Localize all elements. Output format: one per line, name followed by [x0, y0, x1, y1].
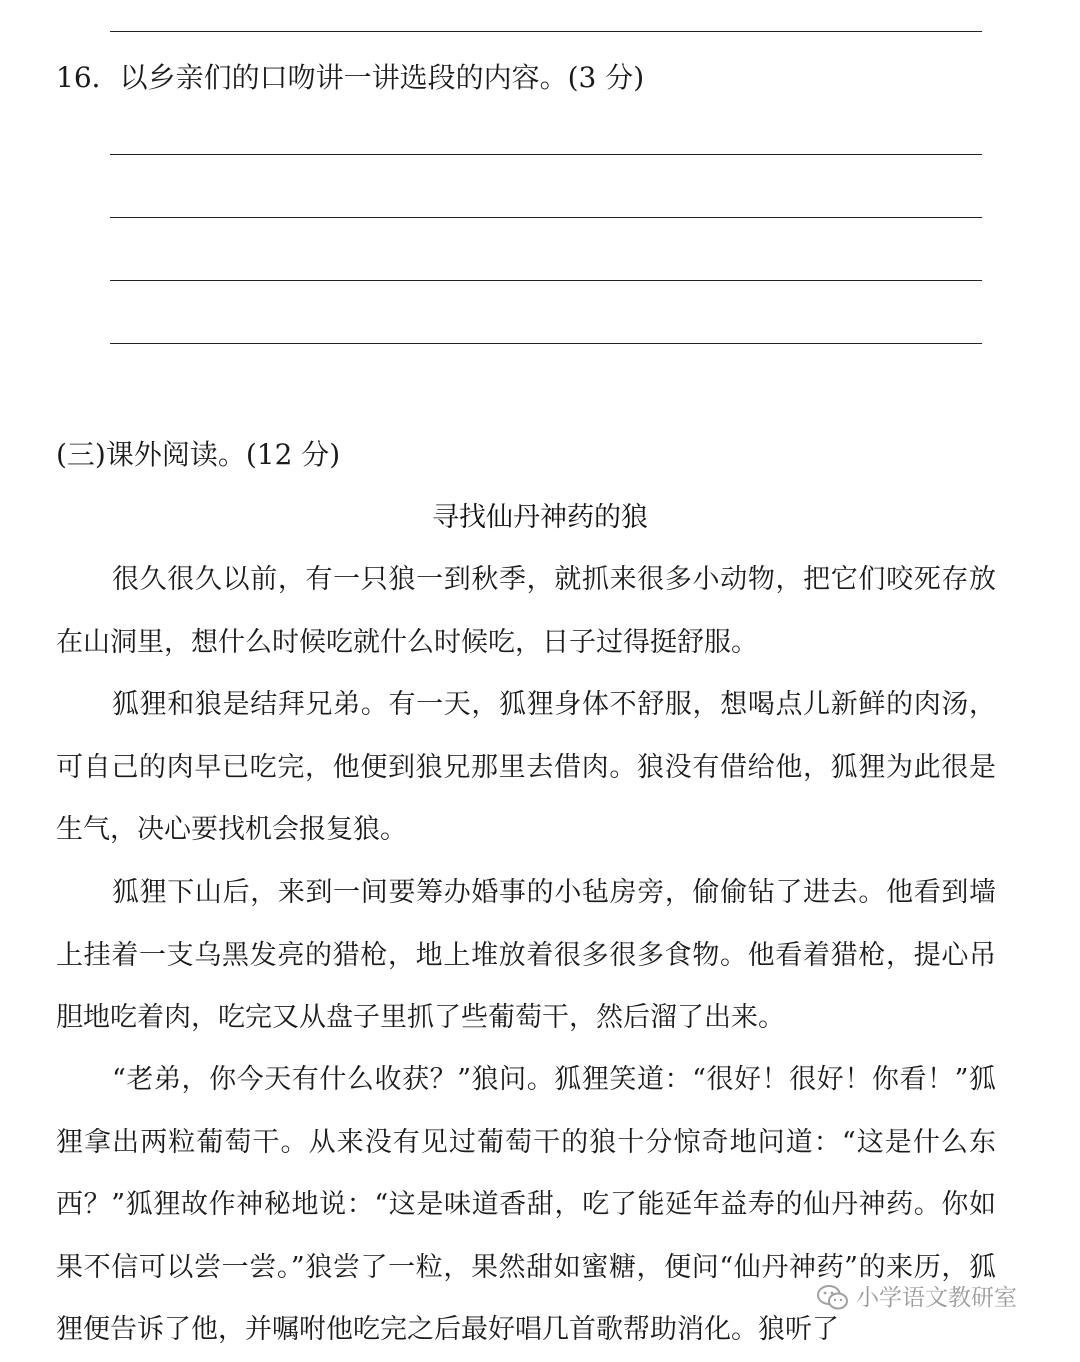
section-heading: (三)课外阅读。(12 分) [56, 438, 341, 471]
answer-line [110, 154, 982, 155]
wechat-icon [816, 1284, 850, 1312]
story-paragraph: 狐狸下山后，来到一间要筹办婚事的小毡房旁，偷偷钻了进去。他看到墙上挂着一支乌黑发亮的猎枪，地上堆放着很多很多食物。他看着猎枪，提心吊胆地吃着肉，吃完又从盘子里抓了些葡萄干，然后溜了出来。 [56, 877, 996, 1033]
story-paragraph: 很久很久以前，有一只狼一到秋季，就抓来很多小动物，把它们咬死存放在山洞里，想什么时候吃就什么时候吃，日子过得挺舒服。 [56, 564, 996, 658]
answer-line [110, 31, 982, 32]
story-paragraph: 狐狸和狼是结拜兄弟。有一天，狐狸身体不舒服，想喝点儿新鲜的肉汤，可自己的肉早已吃完，他便到狼兄那里去借肉。狼没有借给他，狐狸为此很是生气，决心要找机会报复狼。 [56, 689, 996, 845]
answer-line [110, 217, 982, 218]
answer-line [110, 343, 982, 344]
story-title: 寻找仙丹神药的狼 [432, 502, 648, 533]
answer-line [110, 280, 982, 281]
question-16: 16．以乡亲们的口吻讲一讲选段的内容。(3 分) [56, 61, 645, 94]
watermark-text: 小学语文教研室 [856, 1285, 1017, 1311]
story-paragraph: “老弟，你今天有什么收获？”狼问。狐狸笑道：“很好！很好！你看！”狐狸拿出两粒葡萄干。从来没有见过葡萄干的狼十分惊奇地问道：“这是什么东西？”狐狸故作神秘地说：“这是味道香甜，吃了能延年益寿的仙丹神药。你如果不信可以尝一尝。”狼尝了一粒，果然甜如蜜糖，便问“仙丹神药”的来历，狐狸便告诉了他，并嘱咐他吃完之后最好唱几首歌帮助消化。狼听了 [56, 1064, 996, 1345]
watermark [816, 1283, 1017, 1313]
